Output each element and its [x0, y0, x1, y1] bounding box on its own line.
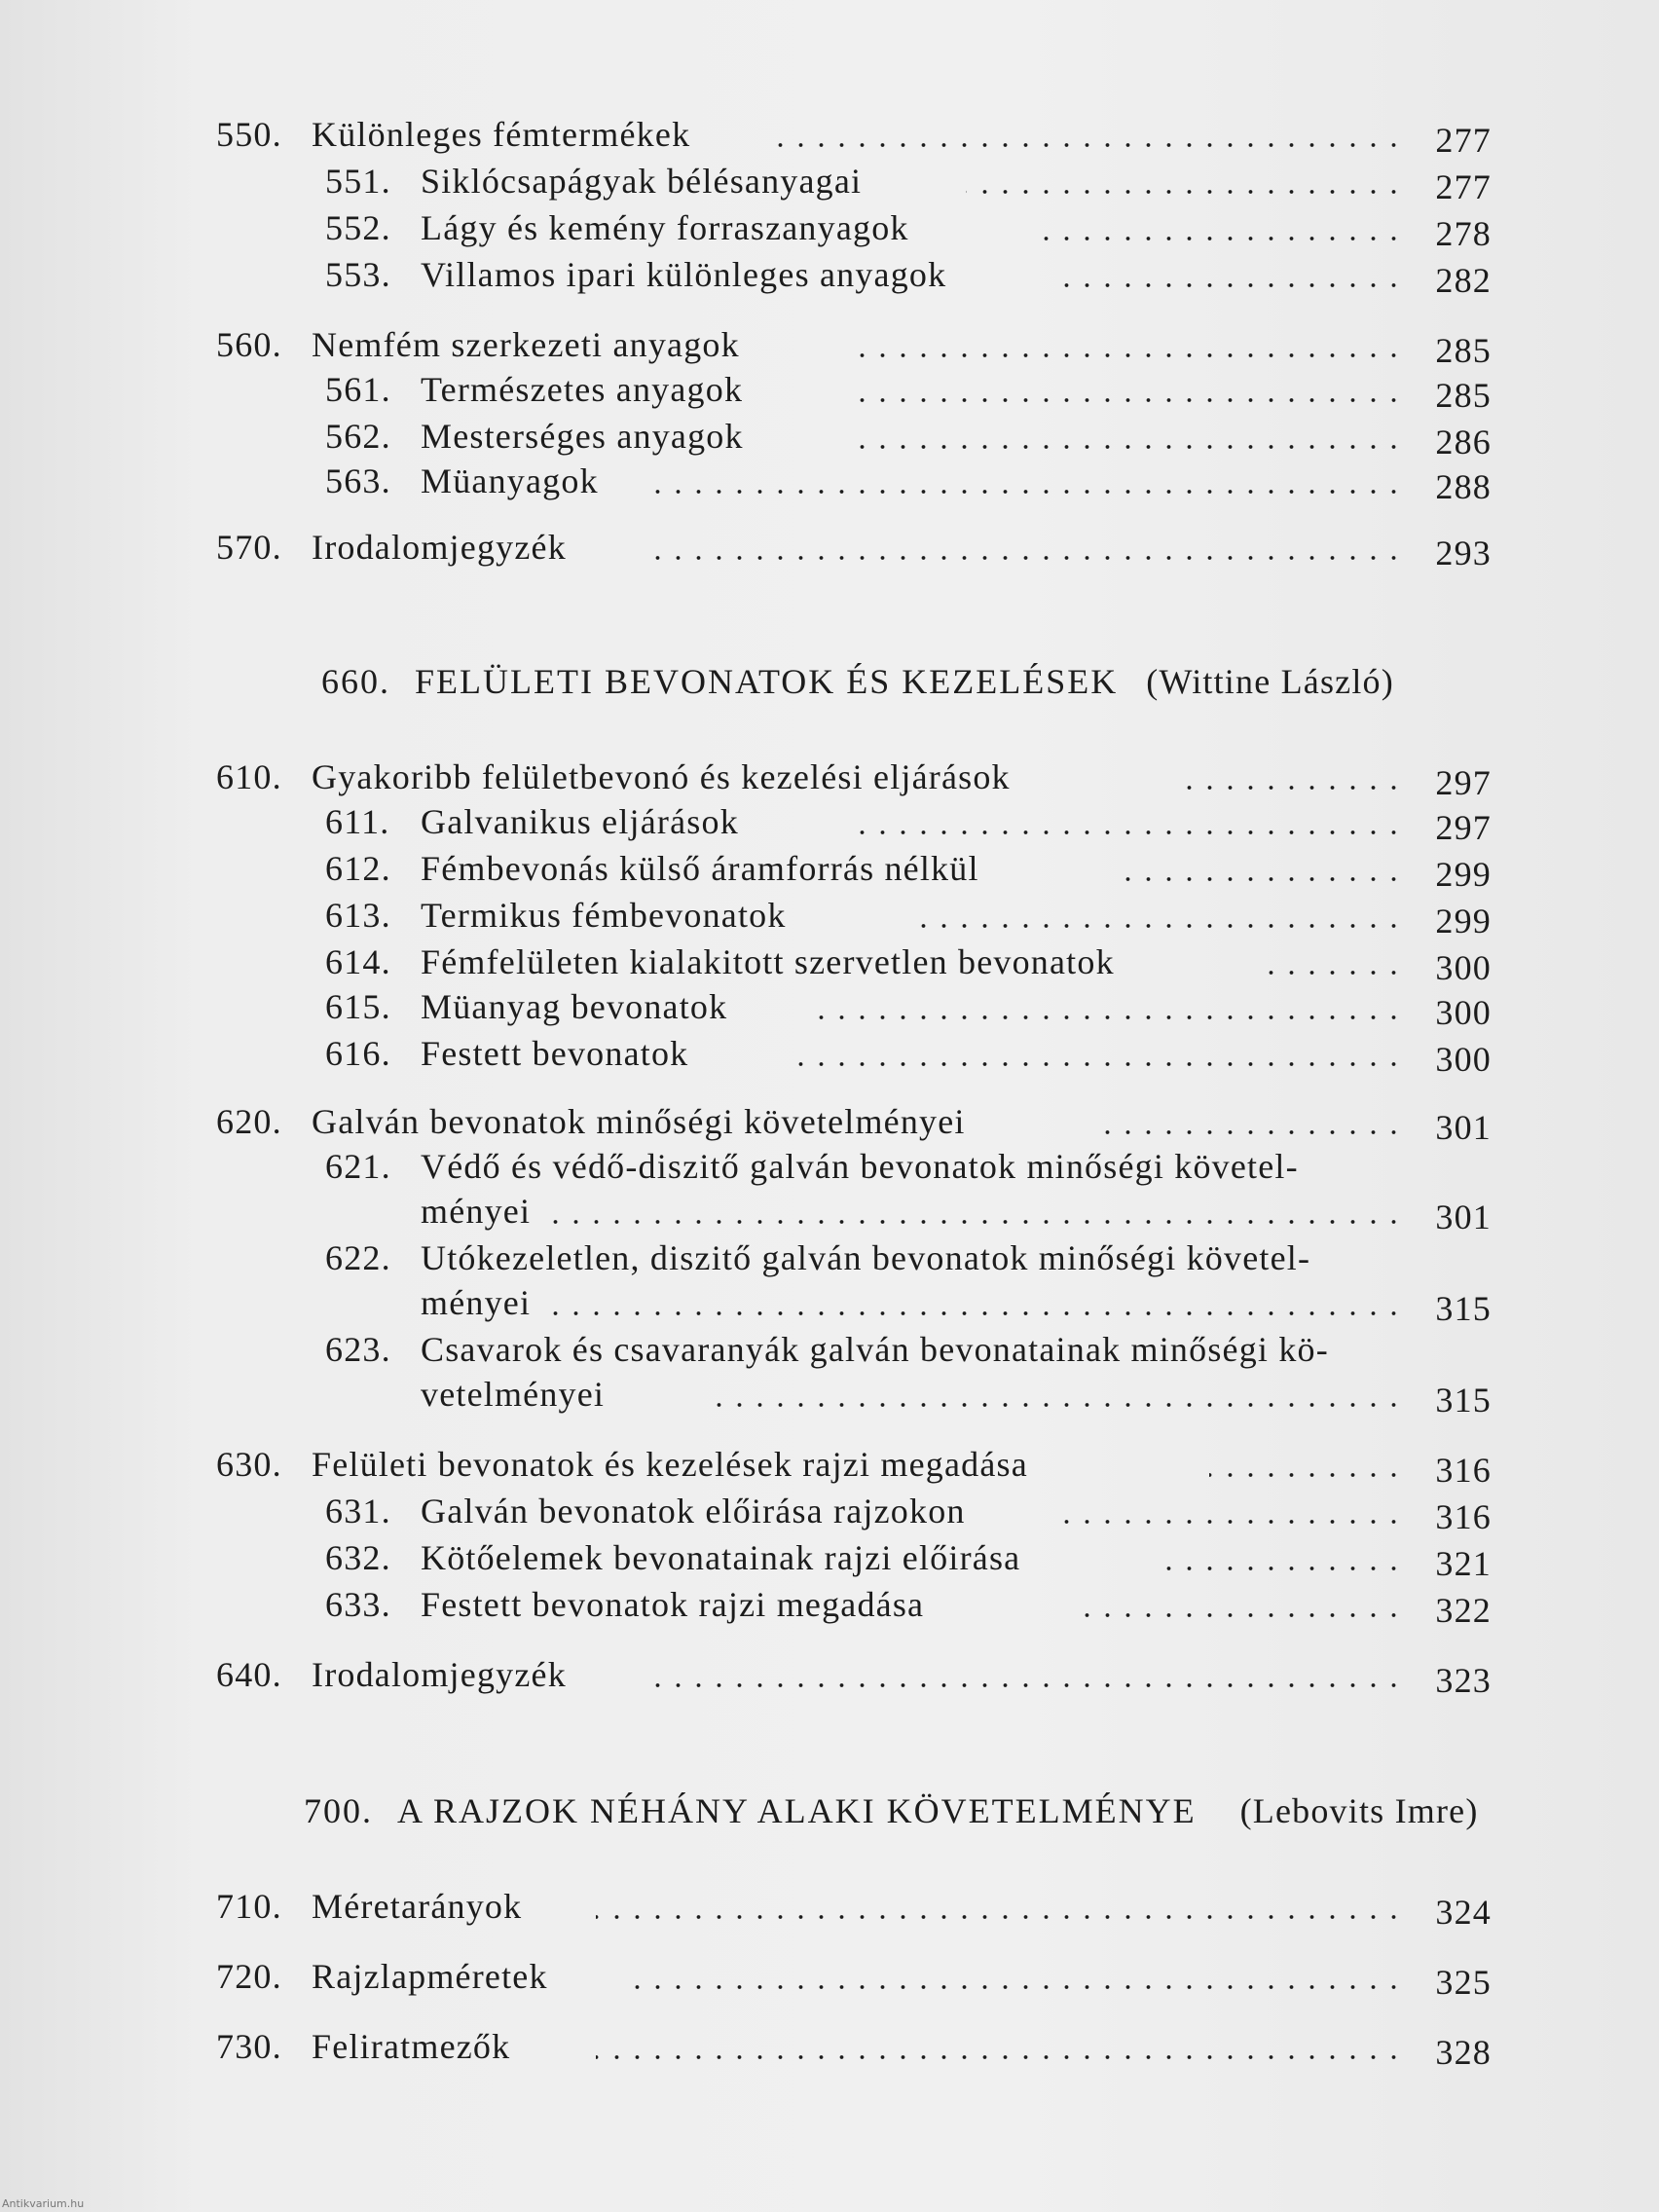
entry-title: Nemfém szerkezeti anyagok	[312, 325, 740, 364]
page-number: 324	[1435, 1893, 1492, 1932]
dot-leader	[596, 1914, 1404, 1920]
dot-leader	[1102, 1129, 1404, 1135]
page-number: 316	[1435, 1451, 1492, 1490]
entry-number: 560.	[216, 325, 282, 364]
toc-entry-550	[216, 113, 1492, 160]
entry-number: 562.	[325, 417, 391, 456]
toc-entry-553	[216, 253, 1492, 300]
toc-entry-632	[216, 1536, 1492, 1583]
toc-entry-730	[216, 2025, 1492, 2072]
toc-entry-630	[216, 1443, 1492, 1490]
entry-title-continuation: ményei	[421, 1283, 532, 1322]
dot-leader	[703, 1402, 1404, 1408]
toc-entry-613	[216, 894, 1492, 940]
entry-title: Utókezeletlen, diszitő galván bevonatok minőségi követel-	[421, 1238, 1311, 1277]
page-number: 315	[1435, 1289, 1492, 1328]
entry-title: Fémbevonás külső áramforrás nélkül	[421, 849, 979, 888]
chapter-heading-700	[304, 1789, 1479, 1832]
page-number: 299	[1435, 902, 1492, 940]
page-number: 277	[1435, 167, 1492, 206]
page-number: 300	[1435, 948, 1492, 987]
entry-title: Lágy és kemény forraszanyagok	[421, 208, 909, 247]
page-number: 325	[1435, 1963, 1492, 2002]
entry-number: 720.	[216, 1957, 282, 1996]
watermark: Antikvarium.hu	[2, 2197, 85, 2210]
page-number: 315	[1435, 1381, 1492, 1419]
chapter-number: 660.	[321, 662, 390, 701]
page-number: 297	[1435, 763, 1492, 802]
page-number: 285	[1435, 376, 1492, 415]
page-number: 321	[1435, 1544, 1492, 1583]
chapter-number: 700.	[304, 1791, 373, 1830]
page-number: 293	[1435, 534, 1492, 572]
entry-number: 640.	[216, 1655, 282, 1694]
dot-leader	[849, 444, 1404, 450]
toc-entry-611	[216, 800, 1492, 847]
entry-number: 710.	[216, 1887, 282, 1926]
dot-leader	[917, 923, 1404, 929]
toc-entry-612	[216, 847, 1492, 894]
dot-leader	[1073, 1612, 1404, 1618]
chapter-author: (Wittine László)	[1146, 662, 1394, 701]
page-number: 323	[1435, 1661, 1492, 1700]
dot-leader	[791, 1061, 1404, 1067]
chapter-title: FELÜLETI BEVONATOK ÉS KEZELÉSEK	[415, 662, 1119, 701]
dot-leader	[1209, 1472, 1404, 1478]
entry-title: Védő és védő-diszitő galván bevonatok minőségi követel-	[421, 1147, 1299, 1186]
page-number: 286	[1435, 423, 1492, 461]
page-number: 277	[1435, 121, 1492, 160]
toc-entry-633	[216, 1583, 1492, 1630]
entry-number: 563.	[325, 461, 391, 500]
entry-number: 632.	[325, 1538, 391, 1577]
toc-entry-623	[216, 1328, 1492, 1371]
toc-entry-640	[216, 1653, 1492, 1700]
entry-number: 550.	[216, 115, 282, 154]
entry-title: Mesterséges anyagok	[421, 417, 744, 456]
entry-title: Festett bevonatok	[421, 1034, 689, 1073]
toc-entry-720	[216, 1955, 1492, 2002]
entry-number: 552.	[325, 208, 391, 247]
page-number: 285	[1435, 331, 1492, 370]
page-number: 322	[1435, 1591, 1492, 1630]
dot-leader	[553, 1219, 1404, 1225]
entry-title-continuation: vetelményei	[421, 1375, 606, 1414]
entry-number: 623.	[325, 1330, 391, 1369]
toc-entry-622-leader	[216, 1281, 1492, 1328]
entry-number: 730.	[216, 2027, 282, 2066]
entry-number: 553.	[325, 255, 391, 294]
toc-entry-622	[216, 1236, 1492, 1279]
entry-title: Gyakoribb felületbevonó és kezelési eljárások	[312, 757, 1011, 796]
dot-leader	[625, 1984, 1404, 1990]
dot-leader	[1028, 236, 1404, 241]
page-number: 300	[1435, 993, 1492, 1032]
page-number: 316	[1435, 1497, 1492, 1536]
entry-title: Rajzlapméretek	[312, 1957, 548, 1996]
toc-entry-561	[216, 368, 1492, 415]
entry-title: Termikus fémbevonatok	[421, 896, 787, 935]
entry-number: 621.	[325, 1147, 391, 1186]
entry-title-continuation: ményei	[421, 1192, 532, 1231]
entry-number: 622.	[325, 1238, 391, 1277]
entry-number: 615.	[325, 987, 391, 1026]
dot-leader	[849, 397, 1404, 403]
toc-entry-631	[216, 1490, 1492, 1536]
toc-entry-563	[216, 460, 1492, 506]
page-number: 282	[1435, 261, 1492, 300]
toc-entry-616	[216, 1032, 1492, 1079]
toc-entry-570	[216, 526, 1492, 572]
toc-entry-615	[216, 985, 1492, 1032]
toc-entry-621-leader	[216, 1190, 1492, 1236]
toc-entry-552	[216, 206, 1492, 253]
dot-leader	[849, 830, 1404, 835]
dot-leader	[596, 2054, 1404, 2060]
entry-number: 613.	[325, 896, 391, 935]
page-number: 301	[1435, 1198, 1492, 1236]
toc-entry-621	[216, 1145, 1492, 1188]
entry-number: 551.	[325, 162, 391, 201]
entry-title: Irodalomjegyzék	[312, 528, 567, 567]
entry-title: Felületi bevonatok és kezelések rajzi megadása	[312, 1445, 1028, 1484]
page-number: 288	[1435, 467, 1492, 506]
dot-leader	[859, 352, 1404, 358]
entry-title: Galván bevonatok minőségi követelményei	[312, 1102, 966, 1141]
dot-leader	[645, 555, 1404, 561]
entry-title: Villamos ipari különleges anyagok	[421, 255, 947, 294]
toc-entry-620	[216, 1100, 1492, 1147]
entry-number: 630.	[216, 1445, 282, 1484]
entry-number: 614.	[325, 942, 391, 981]
toc-entry-710	[216, 1885, 1492, 1932]
toc-entry-560	[216, 323, 1492, 370]
entry-title: Galván bevonatok előirása rajzokon	[421, 1492, 966, 1530]
entry-title: Méretarányok	[312, 1887, 523, 1926]
dot-leader	[1053, 1519, 1404, 1525]
dot-leader	[645, 489, 1404, 495]
entry-title: Galvanikus eljárások	[421, 802, 739, 841]
dot-leader	[1063, 282, 1404, 288]
entry-title: Fémfelületen kialakitott szervetlen bevonatok	[421, 942, 1115, 981]
entry-number: 612.	[325, 849, 391, 888]
dot-leader	[1122, 876, 1404, 882]
entry-title: Müanyagok	[421, 461, 599, 500]
dot-leader	[1151, 1566, 1404, 1571]
page-number: 278	[1435, 214, 1492, 253]
entry-number: 616.	[325, 1034, 391, 1073]
entry-title: Siklócsapágyak bélésanyagai	[421, 162, 863, 201]
page-number: 301	[1435, 1108, 1492, 1147]
entry-number: 611.	[325, 802, 390, 841]
chapter-author: (Lebovits Imre)	[1239, 1791, 1479, 1830]
page-number: 328	[1435, 2033, 1492, 2072]
page-number: 299	[1435, 855, 1492, 894]
toc-entry-562	[216, 415, 1492, 461]
dot-leader	[777, 142, 1404, 148]
toc-entry-551	[216, 160, 1492, 206]
entry-number: 620.	[216, 1102, 282, 1141]
entry-title: Csavarok és csavaranyák galván bevonatainak minőségi kö-	[421, 1330, 1329, 1369]
toc-entry-610	[216, 756, 1492, 802]
dot-leader	[1268, 970, 1404, 976]
entry-title: Természetes anyagok	[421, 370, 744, 409]
dot-leader	[966, 189, 1404, 195]
toc-entry-623-leader	[216, 1373, 1492, 1419]
dot-leader	[1180, 785, 1404, 791]
page-number: 300	[1435, 1040, 1492, 1079]
entry-number: 610.	[216, 757, 282, 796]
entry-number: 570.	[216, 528, 282, 567]
entry-title: Müanyag bevonatok	[421, 987, 728, 1026]
entry-number: 631.	[325, 1492, 391, 1530]
dot-leader	[553, 1310, 1404, 1316]
entry-title: Különleges fémtermékek	[312, 115, 691, 154]
entry-title: Irodalomjegyzék	[312, 1655, 567, 1694]
entry-title: Feliratmezők	[312, 2027, 511, 2066]
entry-title: Kötőelemek bevonatainak rajzi előirása	[421, 1538, 1021, 1577]
chapter-heading-660	[321, 660, 1394, 703]
page-number: 297	[1435, 808, 1492, 847]
dot-leader	[645, 1682, 1404, 1688]
entry-title: Festett bevonatok rajzi megadása	[421, 1585, 925, 1624]
entry-number: 561.	[325, 370, 391, 409]
entry-number: 633.	[325, 1585, 391, 1624]
dot-leader	[810, 1014, 1404, 1020]
toc-entry-614	[216, 940, 1492, 987]
chapter-title: A RAJZOK NÉHÁNY ALAKI KÖVETELMÉNYE	[397, 1791, 1197, 1830]
